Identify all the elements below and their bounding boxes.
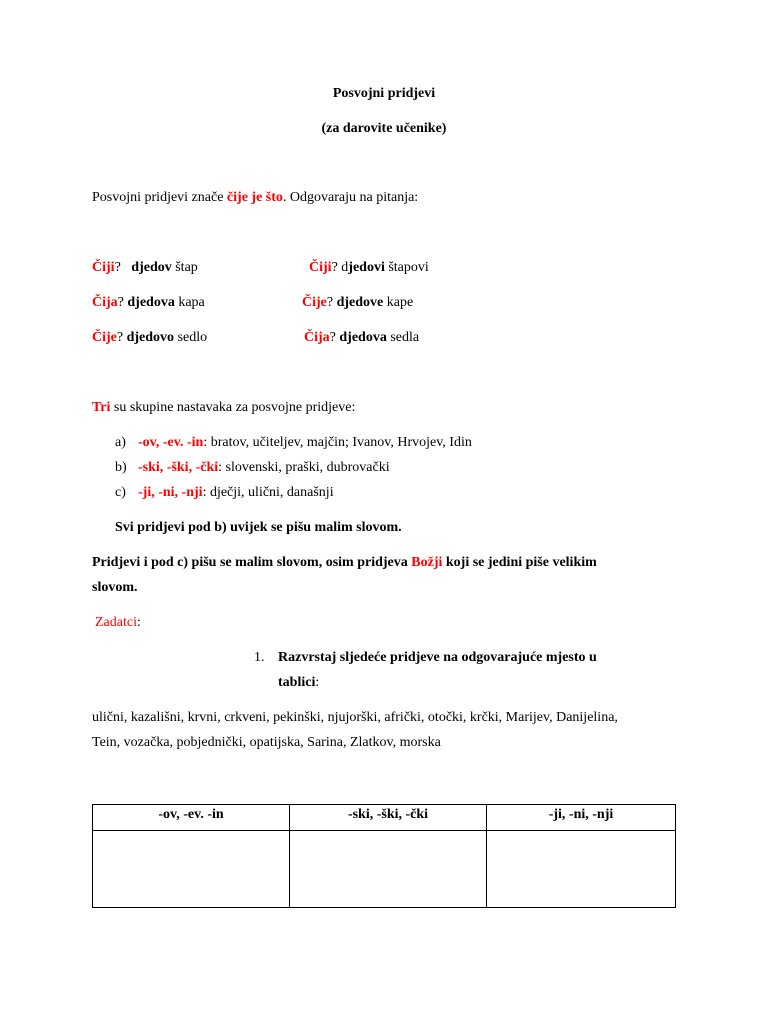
suffix: -ji, -ni, -nji: [138, 485, 203, 500]
example-left-3: [92, 330, 207, 346]
task-1-word: tablici: [278, 675, 316, 690]
question-word: Čija: [92, 295, 118, 310]
separator: ?: [114, 260, 132, 275]
example-right-1: [309, 260, 429, 276]
list-examples: : dječji, ulični, današnji: [202, 485, 334, 500]
adjective: djedovo: [126, 330, 175, 345]
table-cell-empty[interactable]: [487, 831, 676, 908]
noun: sedla: [386, 330, 420, 345]
task-1-line2: [278, 675, 319, 691]
list-marker: c): [115, 485, 126, 500]
noun: štapovi: [384, 260, 429, 275]
tri-paragraph: [92, 400, 355, 416]
adjective: djedova: [339, 330, 387, 345]
page-subtitle: (za darovite učenike): [321, 121, 447, 136]
adjective: djedove: [336, 295, 384, 310]
task-1-line1: Razvrstaj sljedeće pridjeve na odgovarajuće mjesto u: [278, 650, 597, 665]
rule-b: Svi pridjevi pod b) uvijek se pišu malim slovom.: [115, 520, 402, 535]
intro-paragraph: [92, 190, 418, 206]
example-left-2: [92, 295, 205, 311]
question-word: Čiji: [92, 260, 115, 275]
list-marker: b): [115, 460, 127, 475]
list-item: [115, 435, 472, 451]
intro-text: Posvojni pridjevi znače: [92, 190, 227, 205]
task-1-number: 1.: [254, 650, 265, 665]
tri-highlight: Tri: [92, 400, 111, 415]
list-examples: : bratov, učiteljev, majčin; Ivanov, Hrvojev, Idin: [203, 435, 472, 450]
rule-c-highlight: Božji: [411, 555, 443, 570]
intro-highlight: čije je što: [226, 190, 283, 205]
adjective: jedovi: [348, 260, 385, 275]
table-cell-empty[interactable]: [93, 831, 290, 908]
adjective: djedov: [131, 260, 172, 275]
question-word: Čije: [92, 330, 117, 345]
list-marker: a): [115, 435, 126, 450]
page-title: Posvojni pridjevi: [332, 86, 436, 101]
list-item: [115, 485, 334, 501]
table-header-cell: -ov, -ev. -in: [93, 805, 290, 831]
noun: kapa: [174, 295, 205, 310]
question-word: Čije: [302, 295, 327, 310]
word-list-line2: Tein, vozačka, pobjednički, opatijska, Sarina, Zlatkov, morska: [92, 735, 441, 750]
rule-c-text-end: koji se jedini piše velikim: [442, 555, 597, 570]
rule-c: [92, 555, 597, 571]
question-word: Čiji: [309, 260, 332, 275]
adjective: djedova: [127, 295, 175, 310]
example-right-3: [304, 330, 419, 346]
separator: ?: [116, 330, 127, 345]
table-header-row: [93, 805, 676, 831]
tri-text: su skupine nastavaka za posvojne pridjeve:: [110, 400, 356, 415]
word-list-line1: ulični, kazališni, krvni, crkveni, pekinški, njujorški, afrički, otočki, krčki, Marijev, Danijelina,: [92, 710, 618, 725]
tasks-colon: :: [136, 615, 141, 630]
table-header-cell: -ji, -ni, -nji: [487, 805, 676, 831]
noun: štap: [171, 260, 198, 275]
tasks-label: Zadatci: [95, 615, 137, 630]
example-left-1: [92, 260, 198, 276]
suffix: -ov, -ev. -in: [138, 435, 204, 450]
separator: ?: [326, 295, 337, 310]
separator: ? d: [331, 260, 349, 275]
task-1-colon: :: [315, 675, 320, 690]
separator: ?: [117, 295, 128, 310]
suffix: -ski, -ški, -čki: [138, 460, 219, 475]
list-item: [115, 460, 390, 476]
table-row: [93, 831, 676, 908]
table-cell-empty[interactable]: [290, 831, 487, 908]
answer-table: [92, 804, 676, 908]
table-header-cell: -ski, -ški, -čki: [290, 805, 487, 831]
noun: kape: [383, 295, 414, 310]
rule-c-line2: slovom.: [92, 580, 138, 595]
intro-text-end: . Odgovaraju na pitanja:: [282, 190, 419, 205]
example-right-2: [302, 295, 413, 311]
list-examples: : slovenski, praški, dubrovački: [218, 460, 390, 475]
separator: ?: [329, 330, 340, 345]
question-word: Čija: [304, 330, 330, 345]
noun: sedlo: [174, 330, 208, 345]
rule-c-text: Pridjevi i pod c) pišu se malim slovom, osim pridjeva: [92, 555, 412, 570]
tasks-heading: [95, 615, 141, 631]
